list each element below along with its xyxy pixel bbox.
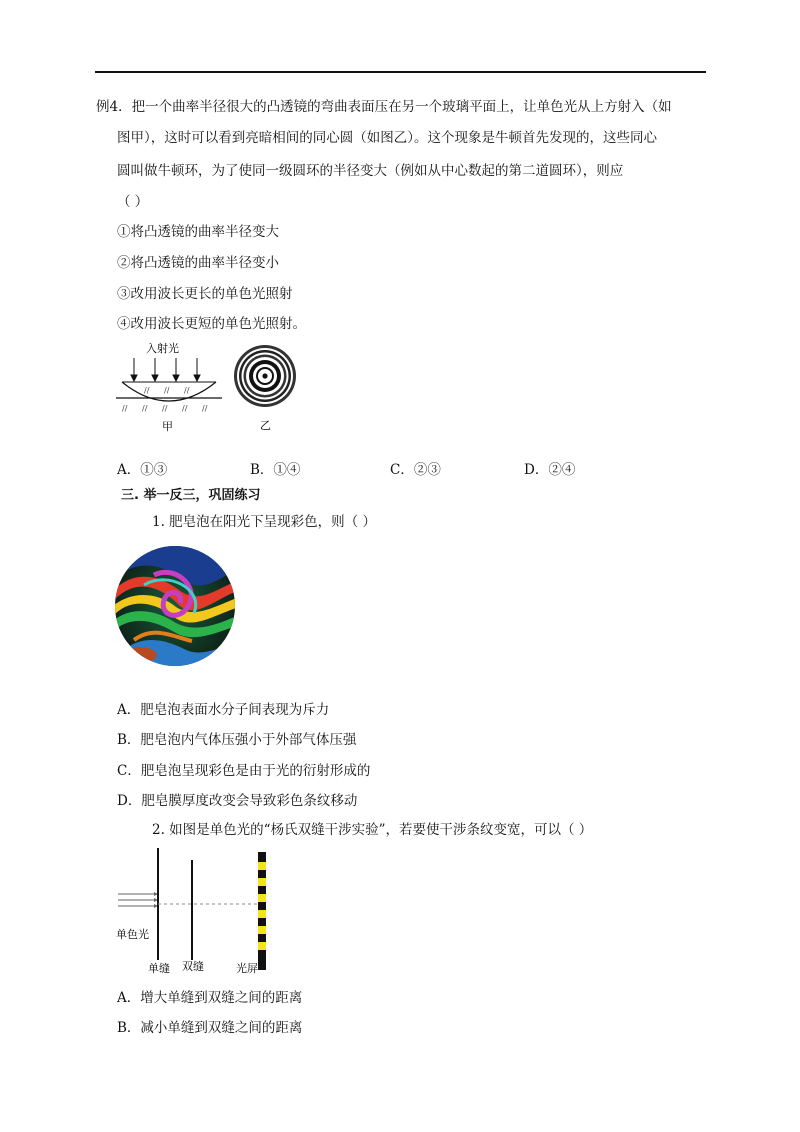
- example4-item-3: ③改用波长更长的单色光照射: [117, 286, 293, 302]
- monochromatic-light-label: 单色光: [116, 928, 149, 941]
- soap-bubble-image: [114, 545, 236, 667]
- svg-text://: //: [162, 404, 168, 413]
- example4-line3: 圆叫做牛顿环，为了使同一级圆环的半径变大（例如从中心数起的第二道圆环），则应: [117, 163, 624, 179]
- single-slit-label: 单缝: [148, 962, 170, 975]
- incident-light-label: 入射光: [146, 342, 179, 355]
- example4-answer-blank: （ ）: [117, 194, 149, 210]
- q1-option-d: D．肥皂膜厚度改变会导致彩色条纹移动: [117, 793, 358, 809]
- q2-stem: 2. 如图是单色光的“杨氏双缝干涉实验”，若要使干涉条纹变宽，可以（ ）: [152, 822, 593, 838]
- svg-text://: //: [142, 404, 148, 413]
- lens-figure-a: [114, 338, 224, 436]
- header-rule: [95, 71, 706, 73]
- double-slit-figure: [114, 848, 284, 980]
- example4-item-1: ①将凸透镜的曲率半径变大: [117, 224, 279, 240]
- svg-text://: //: [144, 386, 150, 395]
- figure-a-label: 甲: [162, 420, 173, 433]
- example4-choice-d: D．②④: [524, 462, 576, 478]
- newton-rings-figure-b: [232, 343, 298, 435]
- svg-text://: //: [184, 386, 190, 395]
- double-slit-label: 双缝: [182, 960, 204, 973]
- example4-item-2: ②将凸透镜的曲率半径变小: [117, 255, 279, 271]
- example4-choice-a: A．①③: [117, 462, 168, 478]
- example4-choice-c: C．②③: [390, 462, 441, 478]
- example4-line2: 图甲），这时可以看到亮暗相间的同心圆（如图乙）。这个现象是牛顿首先发现的，这些同心: [117, 130, 657, 146]
- q1-stem: 1. 肥皂泡在阳光下呈现彩色，则（ ）: [152, 514, 376, 530]
- screen-label: 光屏: [236, 962, 258, 975]
- svg-text://: //: [202, 404, 208, 413]
- example4-line1: 例4．把一个曲率半径很大的凸透镜的弯曲表面压在另一个玻璃平面上，让单色光从上方射入（如: [96, 99, 672, 115]
- figure-b-label: 乙: [260, 419, 271, 432]
- svg-text://: //: [182, 404, 188, 413]
- q2-option-a: A．增大单缝到双缝之间的距离: [117, 990, 303, 1006]
- svg-text://: //: [164, 386, 170, 395]
- example4-item-4: ④改用波长更短的单色光照射。: [117, 316, 306, 332]
- q1-option-b: B．肥皂泡内气体压强小于外部气体压强: [117, 732, 357, 748]
- svg-text://: //: [122, 404, 128, 413]
- q2-option-b: B．减小单缝到双缝之间的距离: [117, 1020, 303, 1036]
- example4-choice-b: B．①④: [250, 462, 301, 478]
- section-title: 三. 举一反三，巩固练习: [121, 488, 261, 503]
- q1-option-a: A．肥皂泡表面水分子间表现为斥力: [117, 702, 330, 718]
- q1-option-c: C．肥皂泡呈现彩色是由于光的衍射形成的: [117, 763, 371, 779]
